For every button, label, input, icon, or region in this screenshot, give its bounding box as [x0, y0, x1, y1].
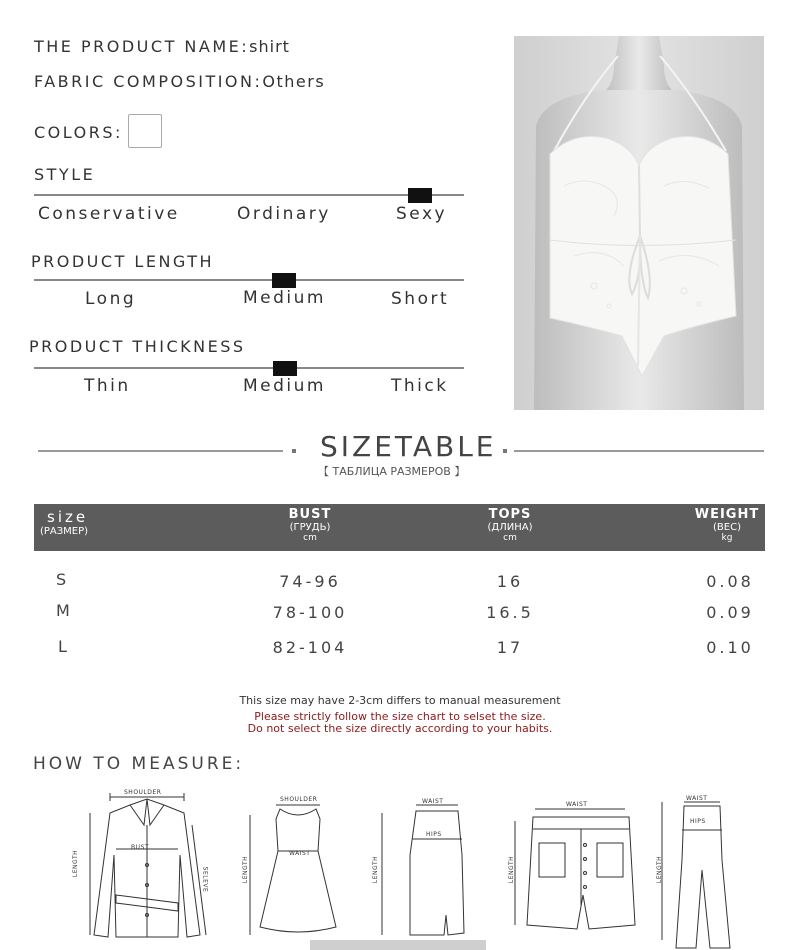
- row-l-size: L: [58, 637, 70, 656]
- shorts-waist-label: WAIST: [566, 801, 588, 808]
- sizetable-subtitle: 【 ТАБЛИЦА РАЗМЕРОВ 】: [318, 465, 466, 478]
- jacket-shoulder-label: SHOULDER: [124, 789, 162, 796]
- style-scale-line: [34, 194, 464, 196]
- row-l-weight: 0.10: [706, 638, 754, 657]
- skirt-hips-label: HIPS: [426, 831, 442, 838]
- note-measurement: This size may have 2-3cm differs to manual measurement: [239, 694, 561, 707]
- row-s-tops: 16: [496, 572, 524, 591]
- length-scale-line: [34, 279, 464, 281]
- header-bust: [270, 507, 350, 543]
- product-name-label: THE PRODUCT NAME:: [34, 37, 250, 56]
- header-tops: [470, 507, 550, 543]
- header-bust-main: BUST: [288, 507, 332, 522]
- note-habits: Do not select the size directly according to your habits.: [247, 722, 553, 735]
- thickness-option-medium: Medium: [243, 376, 326, 396]
- trousers-waist-label: WAIST: [686, 795, 708, 802]
- header-bust-unit: cm: [303, 533, 317, 543]
- fabric-label: FABRIC COMPOSITION:: [34, 72, 263, 91]
- sizetable-rule-left: [38, 450, 283, 452]
- shorts-length-label: LENGTH: [508, 855, 516, 884]
- next-image-edge: [310, 940, 486, 950]
- row-l-bust: 82-104: [272, 638, 348, 657]
- trousers-hips-label: HIPS: [690, 818, 706, 825]
- header-weight: [690, 507, 764, 543]
- row-s-bust: 74-96: [279, 572, 341, 591]
- dress-measure-diagram: [240, 795, 340, 945]
- note-follow-chart: Please strictly follow the size chart to selset the size.: [254, 710, 546, 723]
- header-bust-sub: (ГРУДЬ): [289, 522, 331, 533]
- style-option-sexy: Sexy: [396, 204, 448, 224]
- dress-length-label: LENGTH: [242, 855, 250, 884]
- jacket-bust-label: BUST: [131, 844, 149, 851]
- sizetable-rule-right: [514, 450, 764, 452]
- length-marker: [272, 273, 296, 288]
- row-m-bust: 78-100: [272, 603, 348, 622]
- product-photo: [514, 36, 764, 410]
- length-label: PRODUCT LENGTH: [31, 252, 215, 271]
- length-option-short: Short: [391, 289, 450, 309]
- thickness-label: PRODUCT THICKNESS: [29, 337, 246, 356]
- sizetable-title: SIZETABLE: [320, 430, 497, 463]
- skirt-waist-label: WAIST: [422, 798, 444, 805]
- header-size: [36, 508, 100, 537]
- row-m-size: M: [56, 601, 73, 620]
- how-to-measure-title: HOW TO MEASURE:: [33, 754, 245, 774]
- style-option-ordinary: Ordinary: [237, 204, 331, 224]
- dress-waist-label: WAIST: [289, 850, 311, 857]
- sizetable-dot-right: [503, 449, 507, 453]
- trousers-length-label: LENGTH: [656, 855, 664, 884]
- color-swatch-white[interactable]: [128, 114, 162, 148]
- header-tops-main: TOPS: [488, 507, 532, 522]
- row-s-weight: 0.08: [706, 572, 754, 591]
- style-label: STYLE: [34, 165, 96, 184]
- thickness-option-thin: Thin: [84, 376, 131, 396]
- colors-label: COLORS:: [34, 123, 123, 142]
- thickness-option-thick: Thick: [391, 376, 449, 396]
- mannequin-illustration: [514, 36, 764, 410]
- fabric-value: Others: [262, 72, 326, 91]
- header-size-main: size: [47, 508, 89, 526]
- header-weight-unit: kg: [721, 533, 733, 543]
- shorts-measure-diagram: [505, 795, 645, 945]
- row-s-size: S: [56, 570, 70, 589]
- size-table-header: [34, 504, 765, 551]
- trousers-measure-diagram: [650, 790, 750, 950]
- style-option-conservative: Conservative: [38, 204, 180, 224]
- product-name-value: shirt: [249, 37, 290, 56]
- product-name-row: [34, 37, 290, 56]
- style-marker: [408, 188, 432, 203]
- length-option-medium: Medium: [243, 288, 326, 308]
- row-m-weight: 0.09: [706, 603, 754, 622]
- jacket-sleeve-label: SELEVE: [201, 866, 209, 893]
- dress-shoulder-label: SHOULDER: [280, 796, 318, 803]
- header-weight-main: WEIGHT: [694, 507, 760, 522]
- sizetable-dot-left: [292, 449, 296, 453]
- jacket-length-label: LENGTH: [72, 849, 80, 878]
- length-option-long: Long: [85, 289, 137, 309]
- thickness-scale-line: [34, 367, 464, 369]
- jacket-measure-diagram: [72, 785, 222, 945]
- skirt-measure-diagram: [372, 795, 472, 945]
- fabric-row: [34, 72, 325, 91]
- header-size-sub: (РАЗМЕР): [40, 526, 89, 537]
- header-tops-unit: cm: [503, 533, 517, 543]
- thickness-marker: [273, 361, 297, 376]
- header-tops-sub: (ДЛИНА): [487, 522, 533, 533]
- row-m-tops: 16.5: [486, 603, 534, 622]
- skirt-length-label: LENGTH: [372, 855, 380, 884]
- header-weight-sub: (ВЕС): [713, 522, 741, 533]
- row-l-tops: 17: [496, 638, 524, 657]
